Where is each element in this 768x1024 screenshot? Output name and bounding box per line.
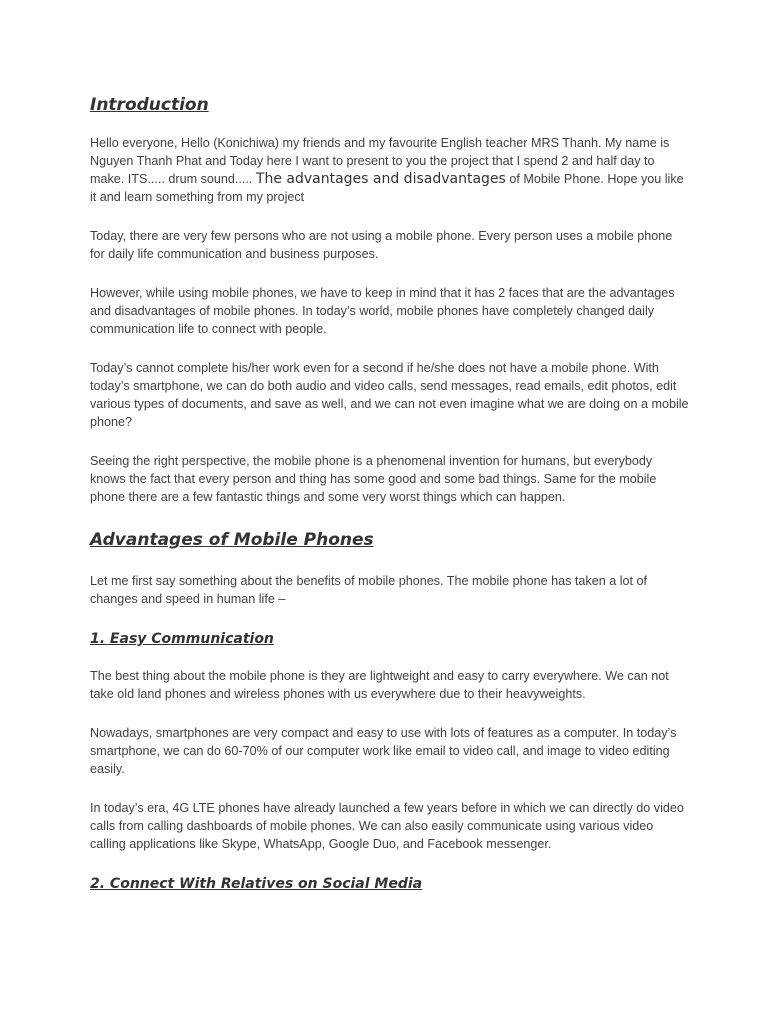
introduction-text-after: of Mobile Phone. Hope you like it and learn something from my project (90, 172, 684, 204)
topic-emphasis: The advantages and disadvantages (255, 171, 506, 187)
section-1-paragraph-3: In today’s era, 4G LTE phones have already launched a few years before in which we can directly do video calls from calling dashboards of mobile phones. We can also easily communicate using various video calling applications like Skype, WhatsApp, Google Duo, and Facebook messenger. (90, 801, 684, 851)
document-page (90, 92, 690, 894)
introduction-paragraph-1 (90, 134, 690, 206)
section-2-heading: 2. Connect With Relatives on Social Media (90, 876, 423, 892)
introduction-paragraph-3: However, while using mobile phones, we have to keep in mind that it has 2 faces that are the advantages and disadvantages of mobile phones. In today’s world, mobile phones have completely changed daily communication life to connect with people. (90, 286, 675, 336)
section-1-paragraph-2: Nowadays, smartphones are very compact and easy to use with lots of features as a computer. In today’s smartphone, we can do 60-70% of our computer work like email to video call, and image to video editing easily. (90, 726, 677, 776)
introduction-paragraph-5: Seeing the right perspective, the mobile phone is a phenomenal invention for humans, but everybody knows the fact that every person and thing has some good and some bad things. Same for the mobile phone there are a few fantastic things and some very worst things which can happen. (90, 454, 657, 504)
introduction-paragraph-2: Today, there are very few persons who are not using a mobile phone. Every person uses a mobile phone for daily life communication and business purposes. (90, 229, 673, 261)
section-1-paragraph-1: The best thing about the mobile phone is they are lightweight and easy to carry everywhere. We can not take old land phones and wireless phones with us everywhere due to their heavyweights. (90, 669, 669, 701)
introduction-heading: Introduction (90, 95, 209, 115)
introduction-paragraph-4: Today’s cannot complete his/her work even for a second if he/she does not have a mobile phone. With today’s smartphone, we can do both audio and video calls, send messages, read emails, edit photos, edit various types of documents, and save as well, and we can not even imagine what we are doing on a mobile phone? (90, 361, 689, 429)
advantages-heading: Advantages of Mobile Phones (90, 530, 374, 550)
section-1-heading: 1. Easy Communication (90, 631, 274, 647)
introduction-text-before: Hello everyone, Hello (Konichiwa) my friends and my favourite English teacher MRS Thanh. My name is Nguyen Thanh Phat and Today here I want to present to you the project that I spend 2 and half day to make. ITS..... drum sound..... (90, 136, 670, 186)
advantages-intro-paragraph: Let me first say something about the benefits of mobile phones. The mobile phone has taken a lot of changes and speed in human life – (90, 574, 648, 606)
